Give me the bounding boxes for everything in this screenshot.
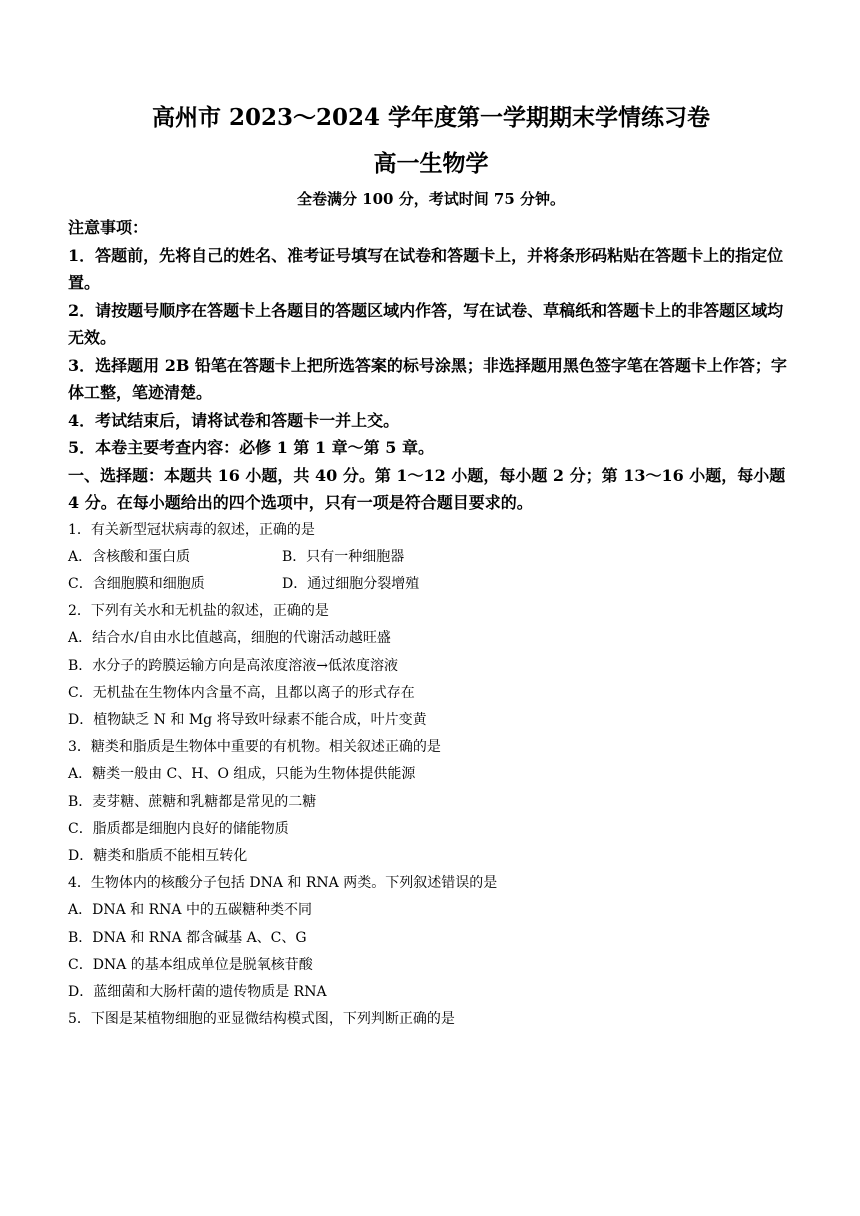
exam-title: 高州市 2023～2024 学年度第一学期期末学情练习卷 [151, 104, 711, 131]
option-b: B．DNA 和 RNA 都含碱基 A、C、G [68, 929, 307, 946]
notice-item: 5．本卷主要考查内容：必修 1 第 1 章～第 5 章。 [68, 438, 434, 457]
option-b: B．麦芽糖、蔗糖和乳糖都是常见的二糖 [68, 793, 317, 810]
notice-item: 4．考试结束后，请将试卷和答题卡一并上交。 [68, 410, 400, 430]
question-stem: 2．下列有关水和无机盐的叙述，正确的是 [68, 603, 329, 620]
option-a: A．结合水/自由水比值越高，细胞的代谢活动越旺盛 [68, 630, 391, 647]
option-c: C．DNA 的基本组成单位是脱氧核苷酸 [68, 956, 313, 973]
option-c: C．脂质都是细胞内良好的储能物质 [68, 820, 289, 837]
question-1 [68, 517, 794, 599]
option-a: A．DNA 和 RNA 中的五碳糖种类不同 [68, 902, 312, 919]
option-d: D．通过细胞分裂增殖 [282, 575, 420, 592]
question-stem: 5．下图是某植物细胞的亚显微结构模式图，下列判断正确的是 [68, 1011, 455, 1028]
question-3 [68, 734, 794, 870]
option-b: B．只有一种细胞器 [282, 548, 405, 565]
option-d: D．蓝细菌和大肠杆菌的遗传物质是 RNA [68, 983, 327, 1000]
options-row [68, 544, 794, 571]
question-stem: 1．有关新型冠状病毒的叙述，正确的是 [68, 521, 315, 538]
notice-heading: 注意事项： [68, 218, 149, 237]
notice-section [68, 214, 794, 462]
notice-item: 2．请按题号顺序在答题卡上各题目的答题区域内作答，写在试卷、草稿纸和答题卡上的非答题区域均无效。 [68, 300, 784, 347]
option-a: A．糖类一般由 C、H、O 组成，只能为生物体提供能源 [68, 766, 416, 783]
exam-subject: 高一生物学 [373, 150, 489, 177]
score-info: 全卷满分 100 分，考试时间 75 分钟。 [296, 190, 566, 208]
option-a: A．含核酸和蛋白质 [68, 548, 191, 565]
question-5 [68, 1006, 794, 1033]
question-4 [68, 870, 794, 1006]
option-c: C．含细胞膜和细胞质 [68, 575, 205, 592]
notice-item: 3．选择题用 2B 铅笔在答题卡上把所选答案的标号涂黑；非选择题用黑色签字笔在答题卡上作答；字体工整，笔迹清楚。 [68, 355, 787, 402]
section-heading: 一、选择题：本题共 16 小题，共 40 分。第 1～12 小题，每小题 2 分；第 13～16 小题，每小题 4 分。在每小题给出的四个选项中，只有一项是符合题目要求的。 [68, 465, 786, 512]
option-b: B．水分子的跨膜运输方向是高浓度溶液→低浓度溶液 [68, 657, 399, 674]
question-stem: 4．生物体内的核酸分子包括 DNA 和 RNA 两类。下列叙述错误的是 [68, 875, 498, 892]
option-d: D．糖类和脂质不能相互转化 [68, 847, 248, 864]
option-c: C．无机盐在生物体内含量不高，且都以离子的形式存在 [68, 684, 415, 701]
options-row [68, 571, 794, 598]
question-2 [68, 598, 794, 734]
question-stem: 3．糖类和脂质是生物体中重要的有机物。相关叙述正确的是 [68, 739, 441, 756]
option-d: D．植物缺乏 N 和 Mg 将导致叶绿素不能合成，叶片变黄 [68, 711, 427, 728]
notice-item: 1．答题前，先将自己的姓名、准考证号填写在试卷和答题卡上，并将条形码粘贴在答题卡上的指定位置。 [68, 245, 784, 292]
